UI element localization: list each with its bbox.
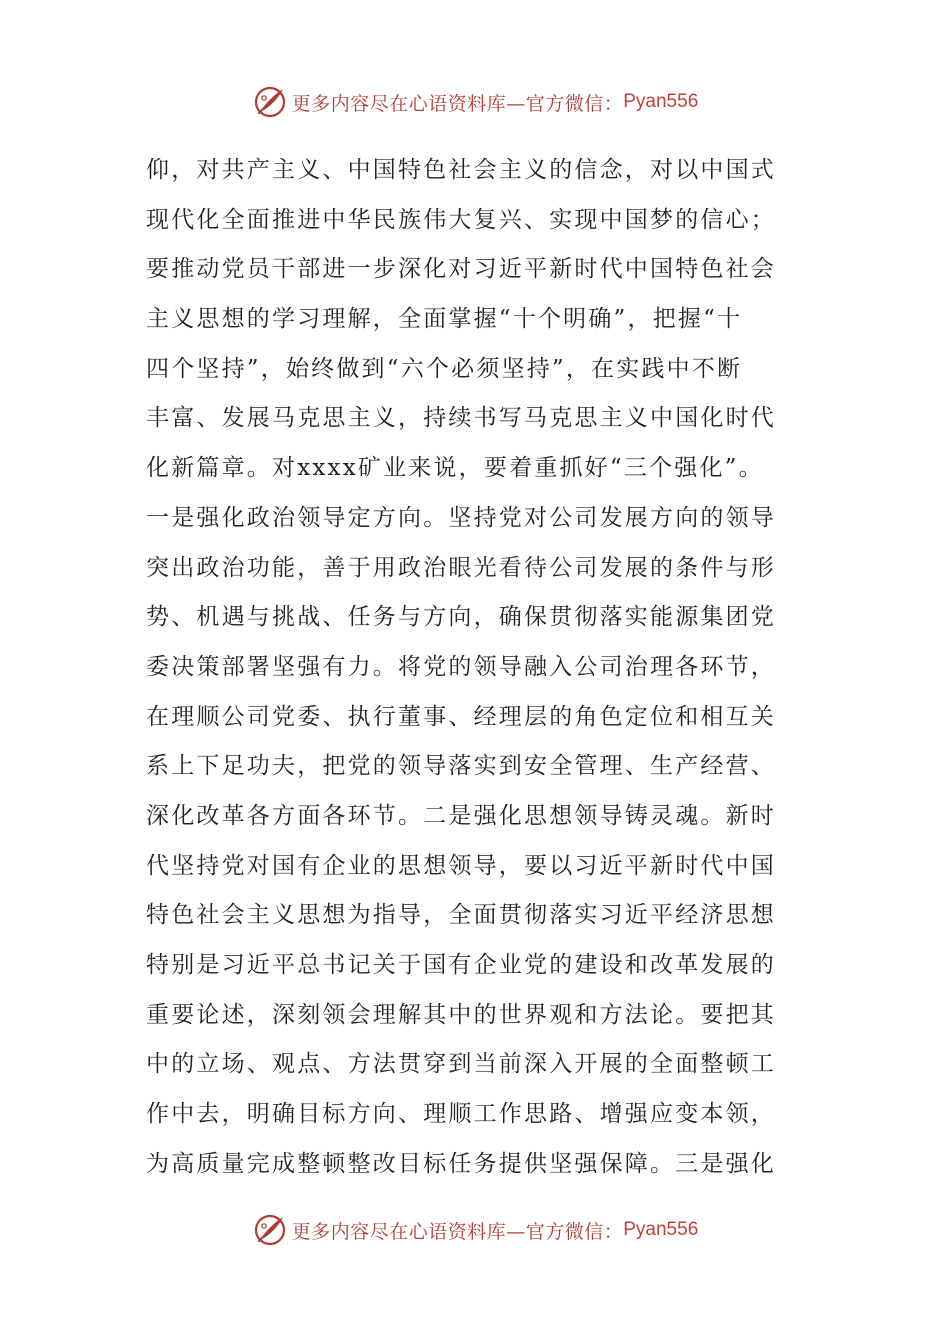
header-banner: [0, 82, 950, 122]
text-line: 特别是习近平总书记关于国有企业党的建设和改革发展的: [146, 952, 776, 978]
text-line: 化新篇章。对xxxx矿业来说，要着重抓好“三个强化”。: [146, 455, 764, 482]
text-line: 仰，对共产主义、中国特色社会主义的信念，对以中国式: [146, 157, 776, 183]
footer-wechat-id: Pyan556: [623, 1219, 699, 1240]
quill-logo-icon: [252, 1212, 288, 1248]
document-body: [146, 146, 816, 1189]
text-line: 突出政治功能，善于用政治眼光看待公司发展的条件与形: [146, 554, 776, 581]
text-line: 势、机遇与挑战、任务与方向，确保贯彻落实能源集团党: [146, 604, 776, 631]
text-line: 作中去，明确目标方向、理顺工作思路、增强应变本领，: [146, 1101, 776, 1128]
text-line: 一是强化政治领导定方向。坚持党对公司发展方向的领导: [146, 504, 776, 531]
text-line: 丰富、发展马克思主义，持续书写马克思主义中国化时代: [146, 405, 776, 432]
text-line: 重要论述，深刻领会理解其中的世界观和方法论。要把其: [146, 1001, 776, 1028]
text-line: 要推动党员干部进一步深化对习近平新时代中国特色社会: [146, 256, 776, 283]
header-banner-text: 更多内容尽在心语资料库—官方微信：: [291, 92, 624, 115]
text-line: 中的立场、观点、方法贯穿到当前深入开展的全面整顿工: [146, 1051, 776, 1078]
text-line: 为高质量完成整顿整改目标任务提供坚强保障。三是强化: [146, 1150, 776, 1177]
text-line: 代坚持党对国有企业的思想领导，要以习近平新时代中国: [146, 852, 776, 879]
text-line: 深化改革各方面各环节。二是强化思想领导铸灵魂。新时: [146, 802, 776, 829]
text-line: 系上下足功夫，把党的领导落实到安全管理、生产经营、: [146, 753, 776, 780]
text-line: 四个坚持”，始终做到“六个必须坚持”，在实践中不断: [146, 355, 743, 382]
text-line: 在理顺公司党委、执行董事、经理层的角色定位和相互关: [146, 703, 776, 730]
header-wechat-id: Pyan556: [623, 91, 699, 112]
text-line: 特色社会主义思想为指导，全面贯彻落实习近平经济思想: [146, 902, 776, 929]
quill-logo-icon: [252, 84, 288, 120]
text-line: 现代化全面推进中华民族伟大复兴、实现中国梦的信心；: [146, 206, 776, 233]
text-line: 主义思想的学习理解，全面掌握“十个明确”，把握“十: [146, 306, 743, 333]
footer-banner: [0, 1210, 950, 1250]
text-line: 委决策部署坚强有力。将党的领导融入公司治理各环节，: [146, 653, 776, 680]
footer-banner-text: 更多内容尽在心语资料库—官方微信：: [291, 1220, 624, 1243]
